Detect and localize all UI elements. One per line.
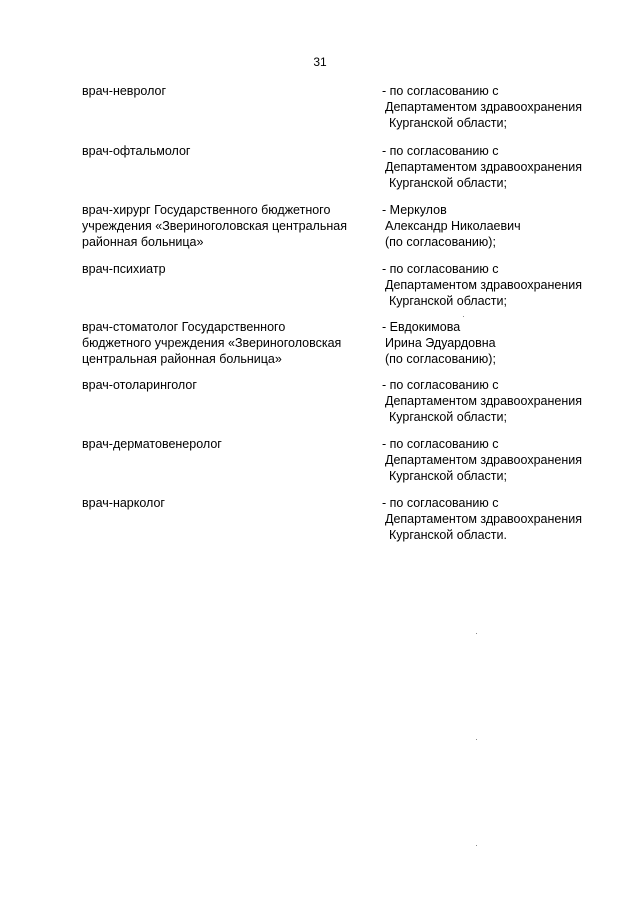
- assignee-text: - по согласованию с Департаментом здравоохранения Курганской области;: [382, 262, 582, 308]
- list-item: [82, 261, 612, 308]
- assignee-text: - по согласованию с Департаментом здравоохранения Курганской области.: [382, 496, 582, 542]
- list-item: [82, 319, 612, 367]
- assignee-text: - по согласованию с Департаментом здравоохранения Курганской области;: [382, 437, 582, 483]
- page-number: 31: [313, 55, 327, 69]
- role-text: врач-хирург Государственного бюджетного учреждения «Звериноголовская центральная районная больница»: [82, 203, 347, 249]
- role-text: врач-отоларинголог: [82, 378, 197, 392]
- assignee-text: - Евдокимова Ирина Эдуардовна (по согласованию);: [382, 320, 496, 366]
- scan-speck: [463, 316, 464, 317]
- assignee-text: - по согласованию с Департаментом здравоохранения Курганской области;: [382, 84, 582, 130]
- scan-speck: [476, 845, 477, 846]
- role-text: врач-стоматолог Государственного бюджетного учреждения «Звериноголовская центральная районная больница»: [82, 320, 342, 366]
- assignee-text: - по согласованию с Департаментом здравоохранения Курганской области;: [382, 378, 582, 424]
- list-item: [82, 83, 612, 130]
- scan-speck: [476, 633, 477, 634]
- list-item: [82, 143, 612, 190]
- role-text: врач-нарколог: [82, 496, 165, 510]
- role-text: врач-психиатр: [82, 262, 166, 276]
- role-text: врач-офтальмолог: [82, 144, 191, 158]
- assignee-text: - по согласованию с Департаментом здравоохранения Курганской области;: [382, 144, 582, 190]
- role-text: врач-невролог: [82, 84, 167, 98]
- scan-speck: [476, 739, 477, 740]
- list-item: [82, 202, 612, 250]
- list-item: [82, 436, 612, 483]
- role-text: врач-дерматовенеролог: [82, 437, 222, 451]
- list-item: [82, 495, 612, 542]
- assignee-text: - Меркулов Александр Николаевич (по согласованию);: [382, 203, 521, 249]
- list-item: [82, 377, 612, 424]
